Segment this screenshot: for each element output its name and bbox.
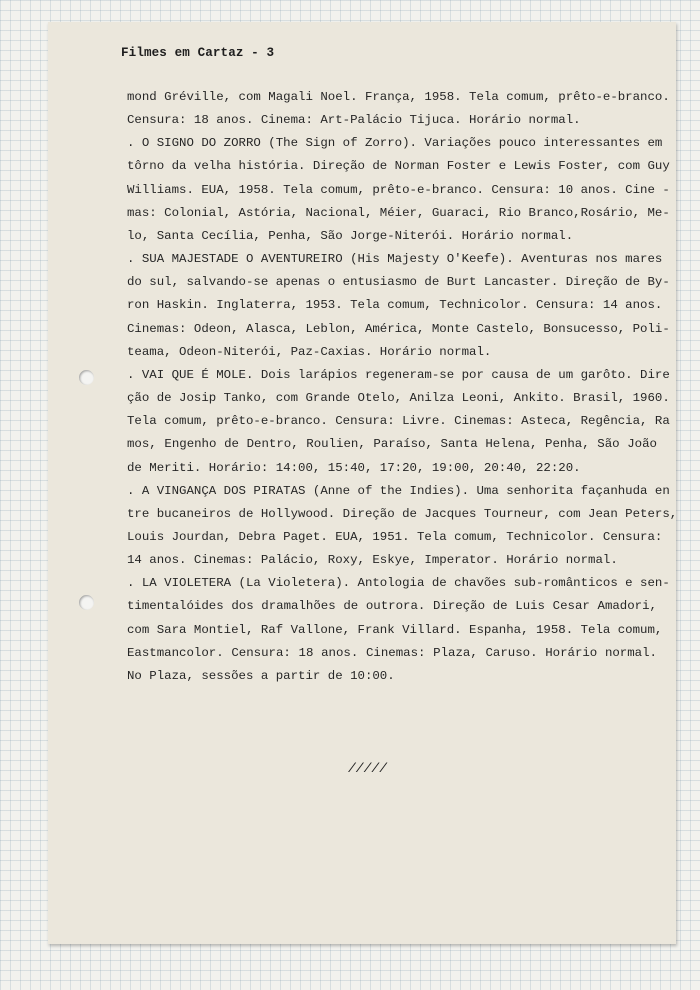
text-line: teama, Odeon-Niterói, Paz-Caxias. Horário normal. xyxy=(127,344,492,359)
text-line: com Sara Montiel, Raf Vallone, Frank Villard. Espanha, 1958. Tela comum, xyxy=(127,622,663,637)
text-line: Cinemas: Odeon, Alasca, Leblon, América, Monte Castelo, Bonsucesso, Poli- xyxy=(127,321,670,336)
text-line: Eastmancolor. Censura: 18 anos. Cinemas: Plaza, Caruso. Horário normal. xyxy=(127,645,657,660)
text-line: de Meriti. Horário: 14:00, 15:40, 17:20, 19:00, 20:40, 22:20. xyxy=(127,460,581,475)
text-line: . O SIGNO DO ZORRO (The Sign of Zorro). Variações pouco interessantes em xyxy=(127,136,663,151)
text-line: tôrno da velha história. Direção de Norman Foster e Lewis Foster, com Guy xyxy=(127,159,670,174)
text-line: mas: Colonial, Astória, Nacional, Méier, Guaraci, Rio Branco,Rosário, Me- xyxy=(127,205,670,220)
text-line: 14 anos. Cinemas: Palácio, Roxy, Eskye, Imperator. Horário normal. xyxy=(127,553,618,568)
text-line: . LA VIOLETERA (La Violetera). Antologia de chavões sub-românticos e sen- xyxy=(127,576,670,591)
text-line: Tela comum, prêto-e-branco. Censura: Livre. Cinemas: Asteca, Regência, Ra xyxy=(127,414,670,429)
text-line: ção de Josip Tanko, com Grande Otelo, Anilza Leoni, Ankito. Brasil, 1960. xyxy=(127,391,670,406)
text-line: mond Gréville, com Magali Noel. França, 1958. Tela comum, prêto-e-branco. xyxy=(127,90,670,104)
text-line: . VAI QUE É MOLE. Dois larápios regeneram-se por causa de um garôto. Dire xyxy=(127,367,670,382)
text-line: ron Haskin. Inglaterra, 1953. Tela comum, Technicolor. Censura: 14 anos. xyxy=(127,298,663,313)
page-body xyxy=(127,86,678,688)
text-line: . SUA MAJESTADE O AVENTUREIRO (His Majesty O'Keefe). Aventuras nos mares xyxy=(127,252,663,267)
text-line: tre bucaneiros de Hollywood. Direção de Jacques Tourneur, com Jean Peters, xyxy=(127,506,678,521)
text-line: . A VINGANÇA DOS PIRATAS (Anne of the Indies). Uma senhorita façanhuda en xyxy=(127,483,670,498)
text-line: timentalóides dos dramalhões de outrora. Direção de Luis Cesar Amadori, xyxy=(127,599,657,614)
text-line: lo, Santa Cecília, Penha, São Jorge-Niterói. Horário normal. xyxy=(127,228,574,243)
text-line: No Plaza, sessões a partir de 10:00. xyxy=(127,668,395,683)
page-header: Filmes em Cartaz - 3 xyxy=(121,46,275,60)
text-line: mos, Engenho de Dentro, Roulien, Paraíso, Santa Helena, Penha, São João xyxy=(127,437,657,452)
text-line: Williams. EUA, 1958. Tela comum, prêto-e-branco. Censura: 10 anos. Cine - xyxy=(127,182,670,197)
text-line: Censura: 18 anos. Cinema: Art-Palácio Tijuca. Horário normal. xyxy=(127,113,581,128)
text-line: Louis Jourdan, Debra Paget. EUA, 1951. Tela comum, Technicolor. Censura: xyxy=(127,529,663,544)
punch-hole xyxy=(79,370,94,385)
text-line: do sul, salvando-se apenas o entusiasmo de Burt Lancaster. Direção de By- xyxy=(127,275,670,290)
end-mark: ///// xyxy=(348,761,388,776)
punch-hole xyxy=(79,595,94,610)
typewritten-page xyxy=(48,22,676,944)
